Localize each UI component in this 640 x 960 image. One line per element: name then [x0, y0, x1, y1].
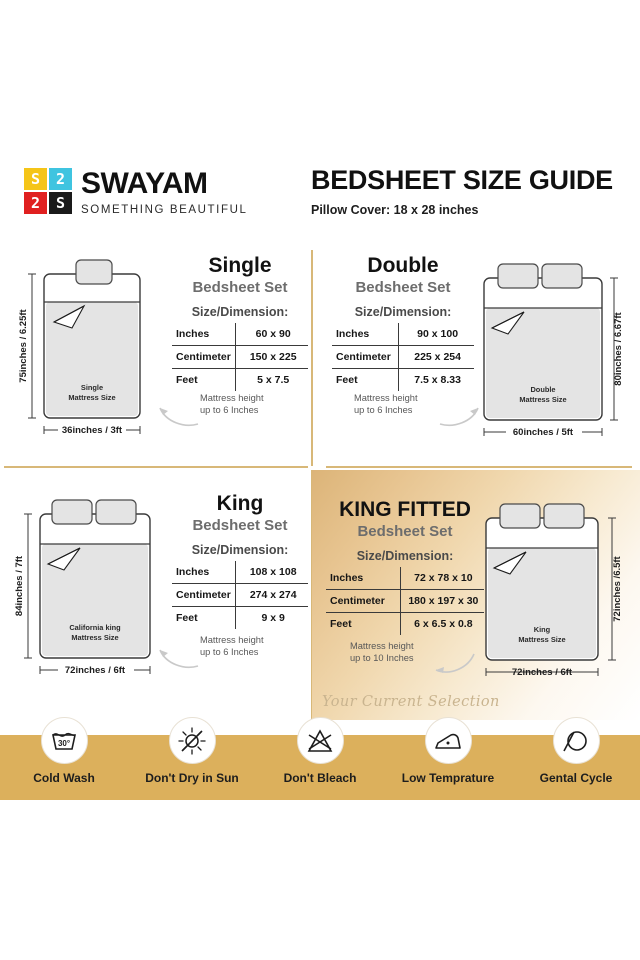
no-sun-dry-icon — [169, 717, 216, 764]
current-selection-caption: Your Current Selection — [322, 694, 500, 710]
panel-subtitle-king-fitted: Bedsheet Set — [357, 523, 453, 541]
svg-text:75inches / 6.25ft: 75inches / 6.25ft — [18, 309, 29, 383]
mattress-label-line2-single: Mattress Size — [68, 393, 116, 402]
size-table-king — [172, 561, 308, 629]
note-line2: up to 6 Inches — [200, 647, 259, 658]
row-label: Feet — [172, 369, 236, 392]
mattress-height-arrow-king — [156, 636, 200, 670]
bed-diagram-single — [10, 248, 170, 444]
row-value: 7.5 x 8.33 — [399, 369, 474, 392]
size-table-king-fitted — [326, 567, 484, 635]
panel-title-king-fitted: KING FITTED — [339, 498, 471, 521]
size-panels-grid — [0, 242, 640, 722]
mattress-label-line2-double: Mattress Size — [519, 395, 567, 404]
row-value: 180 x 197 x 30 — [400, 590, 484, 613]
row-label: Inches — [330, 572, 364, 585]
row-value: 5 x 7.5 — [236, 369, 308, 392]
table-row — [332, 369, 474, 392]
title-block — [311, 166, 613, 217]
care-label: Don't Dry in Sun — [145, 771, 239, 785]
row-label: Centimeter — [332, 346, 399, 369]
panel-title-single: Single — [208, 254, 272, 277]
table-row — [326, 613, 484, 636]
mattress-height-note-king — [200, 634, 264, 659]
no-bleach-icon — [297, 717, 344, 764]
note-line1: Mattress height — [200, 635, 264, 645]
row-label: Centimeter — [172, 584, 236, 607]
svg-text:80inches / 6.67ft: 80inches / 6.67ft — [613, 312, 624, 386]
mattress-height-note-double — [354, 392, 418, 417]
size-table-single — [172, 323, 308, 391]
table-row — [172, 323, 308, 346]
svg-text:36inches / 3ft: 36inches / 3ft — [61, 425, 123, 436]
care-item-gentle-cycle[interactable] — [512, 735, 640, 785]
mattress-height-arrow-king-fitted — [430, 642, 478, 676]
panel-title-king: King — [216, 492, 264, 515]
row-label: Inches — [176, 566, 210, 579]
table-row — [172, 607, 308, 630]
low-iron-icon — [425, 717, 472, 764]
brand-logo — [24, 168, 248, 216]
svg-text:30°: 30° — [57, 738, 71, 748]
panel-king[interactable] — [4, 478, 316, 706]
table-row — [172, 584, 308, 607]
size-dimension-label-double: Size/Dimension: — [354, 305, 452, 320]
brand-name: SWAYAM — [81, 167, 208, 200]
panel-double[interactable] — [326, 242, 638, 470]
table-row — [332, 323, 474, 346]
row-value: 9 x 9 — [236, 607, 308, 630]
mattress-height-note-single — [200, 392, 264, 417]
row-label: Inches — [336, 328, 370, 341]
care-label: Low Temprature — [401, 771, 495, 785]
page-title: BEDSHEET SIZE GUIDE — [311, 165, 613, 195]
table-row — [326, 590, 484, 613]
panel-subtitle-single: Bedsheet Set — [192, 279, 288, 297]
care-instructions-bar — [0, 735, 640, 800]
panel-subtitle-double: Bedsheet Set — [355, 279, 451, 297]
size-dimension-label-single: Size/Dimension: — [191, 305, 289, 320]
note-line1: Mattress height — [354, 393, 418, 403]
bed-diagram-king-fitted — [474, 494, 640, 688]
pillow-cover-text: Pillow Cover: 18 x 28 inches — [311, 203, 479, 218]
info-king-fitted — [326, 498, 484, 635]
row-value: 274 x 274 — [236, 584, 308, 607]
note-line1: Mattress height — [200, 393, 264, 403]
care-item-no-sun-dry[interactable] — [128, 735, 256, 785]
bed-diagram-king — [10, 484, 170, 684]
mattress-height-arrow-double — [436, 394, 482, 428]
row-value: 6 x 6.5 x 0.8 — [400, 613, 484, 636]
logo-glyph-1: S — [30, 169, 41, 188]
row-label: Inches — [176, 328, 210, 341]
row-label: Centimeter — [326, 590, 400, 613]
size-dimension-label-king: Size/Dimension: — [191, 543, 289, 558]
care-label: Cold Wash — [33, 771, 95, 785]
cold-wash-icon — [41, 717, 88, 764]
table-row — [172, 369, 308, 392]
logo-cell-red — [24, 192, 47, 214]
info-double — [332, 254, 474, 391]
care-item-low-temperature[interactable] — [384, 735, 512, 785]
panel-single[interactable] — [4, 242, 316, 470]
size-dimension-label-king-fitted: Size/Dimension: — [356, 549, 454, 564]
info-king — [172, 492, 308, 629]
logo-cell-yellow — [24, 168, 47, 190]
gentle-cycle-icon — [553, 717, 600, 764]
row-label: Centimeter — [172, 346, 236, 369]
header — [0, 160, 640, 232]
row-label: Feet — [172, 607, 236, 630]
panel-subtitle-king: Bedsheet Set — [192, 517, 288, 535]
svg-text:60inches / 5ft: 60inches / 5ft — [512, 427, 574, 438]
logo-cell-cyan — [49, 168, 72, 190]
logo-cell-black — [49, 192, 72, 214]
note-line2: up to 10 Inches — [350, 653, 414, 664]
mattress-label-line1-king-fitted: King — [533, 625, 551, 634]
row-value: 90 x 100 — [399, 323, 474, 346]
care-item-no-bleach[interactable] — [256, 735, 384, 785]
mattress-label-line1-single: Single — [80, 383, 104, 392]
brand-tagline: SOMETHING BEAUTIFUL — [81, 204, 248, 216]
row-value: 225 x 254 — [399, 346, 474, 369]
logo-glyph-2: 2 — [55, 169, 66, 188]
size-table-double — [332, 323, 474, 391]
brand-wordmark — [81, 168, 248, 216]
row-label: Feet — [326, 613, 400, 636]
table-row — [332, 346, 474, 369]
row-value: 150 x 225 — [236, 346, 308, 369]
table-row — [172, 561, 308, 584]
mattress-label-line1-king: California king — [69, 623, 121, 632]
logo-glyph-4: S — [55, 193, 66, 212]
info-single — [172, 254, 308, 391]
note-line2: up to 6 Inches — [200, 405, 259, 416]
logo-glyph-3: 2 — [30, 193, 41, 212]
row-value: 60 x 90 — [236, 323, 308, 346]
mattress-height-note-king-fitted — [350, 640, 414, 665]
mattress-label-line1-double: Double — [530, 385, 556, 394]
row-value: 108 x 108 — [236, 561, 308, 584]
logo-grid-icon — [24, 168, 72, 214]
note-line1: Mattress height — [350, 641, 414, 651]
panel-title-double: Double — [367, 254, 439, 277]
svg-text:84inches / 7ft: 84inches / 7ft — [14, 555, 25, 617]
mattress-height-arrow-single — [156, 394, 200, 428]
note-line2: up to 6 Inches — [354, 405, 413, 416]
mattress-label-line2-king-fitted: Mattress Size — [518, 635, 566, 644]
bed-diagram-double — [474, 256, 640, 446]
table-row — [172, 346, 308, 369]
row-value: 72 x 78 x 10 — [400, 567, 484, 590]
care-label: Gental Cycle — [539, 771, 613, 785]
svg-text:72inches /6.5ft: 72inches /6.5ft — [612, 556, 623, 622]
care-label: Don't Bleach — [283, 771, 357, 785]
row-label: Feet — [332, 369, 399, 392]
care-item-cold-wash[interactable] — [0, 735, 128, 785]
table-row — [326, 567, 484, 590]
svg-text:72inches / 6ft: 72inches / 6ft — [511, 667, 573, 678]
svg-text:72inches / 6ft: 72inches / 6ft — [64, 665, 126, 676]
panel-king-fitted[interactable] — [312, 470, 640, 720]
mattress-label-line2-king: Mattress Size — [71, 633, 119, 642]
